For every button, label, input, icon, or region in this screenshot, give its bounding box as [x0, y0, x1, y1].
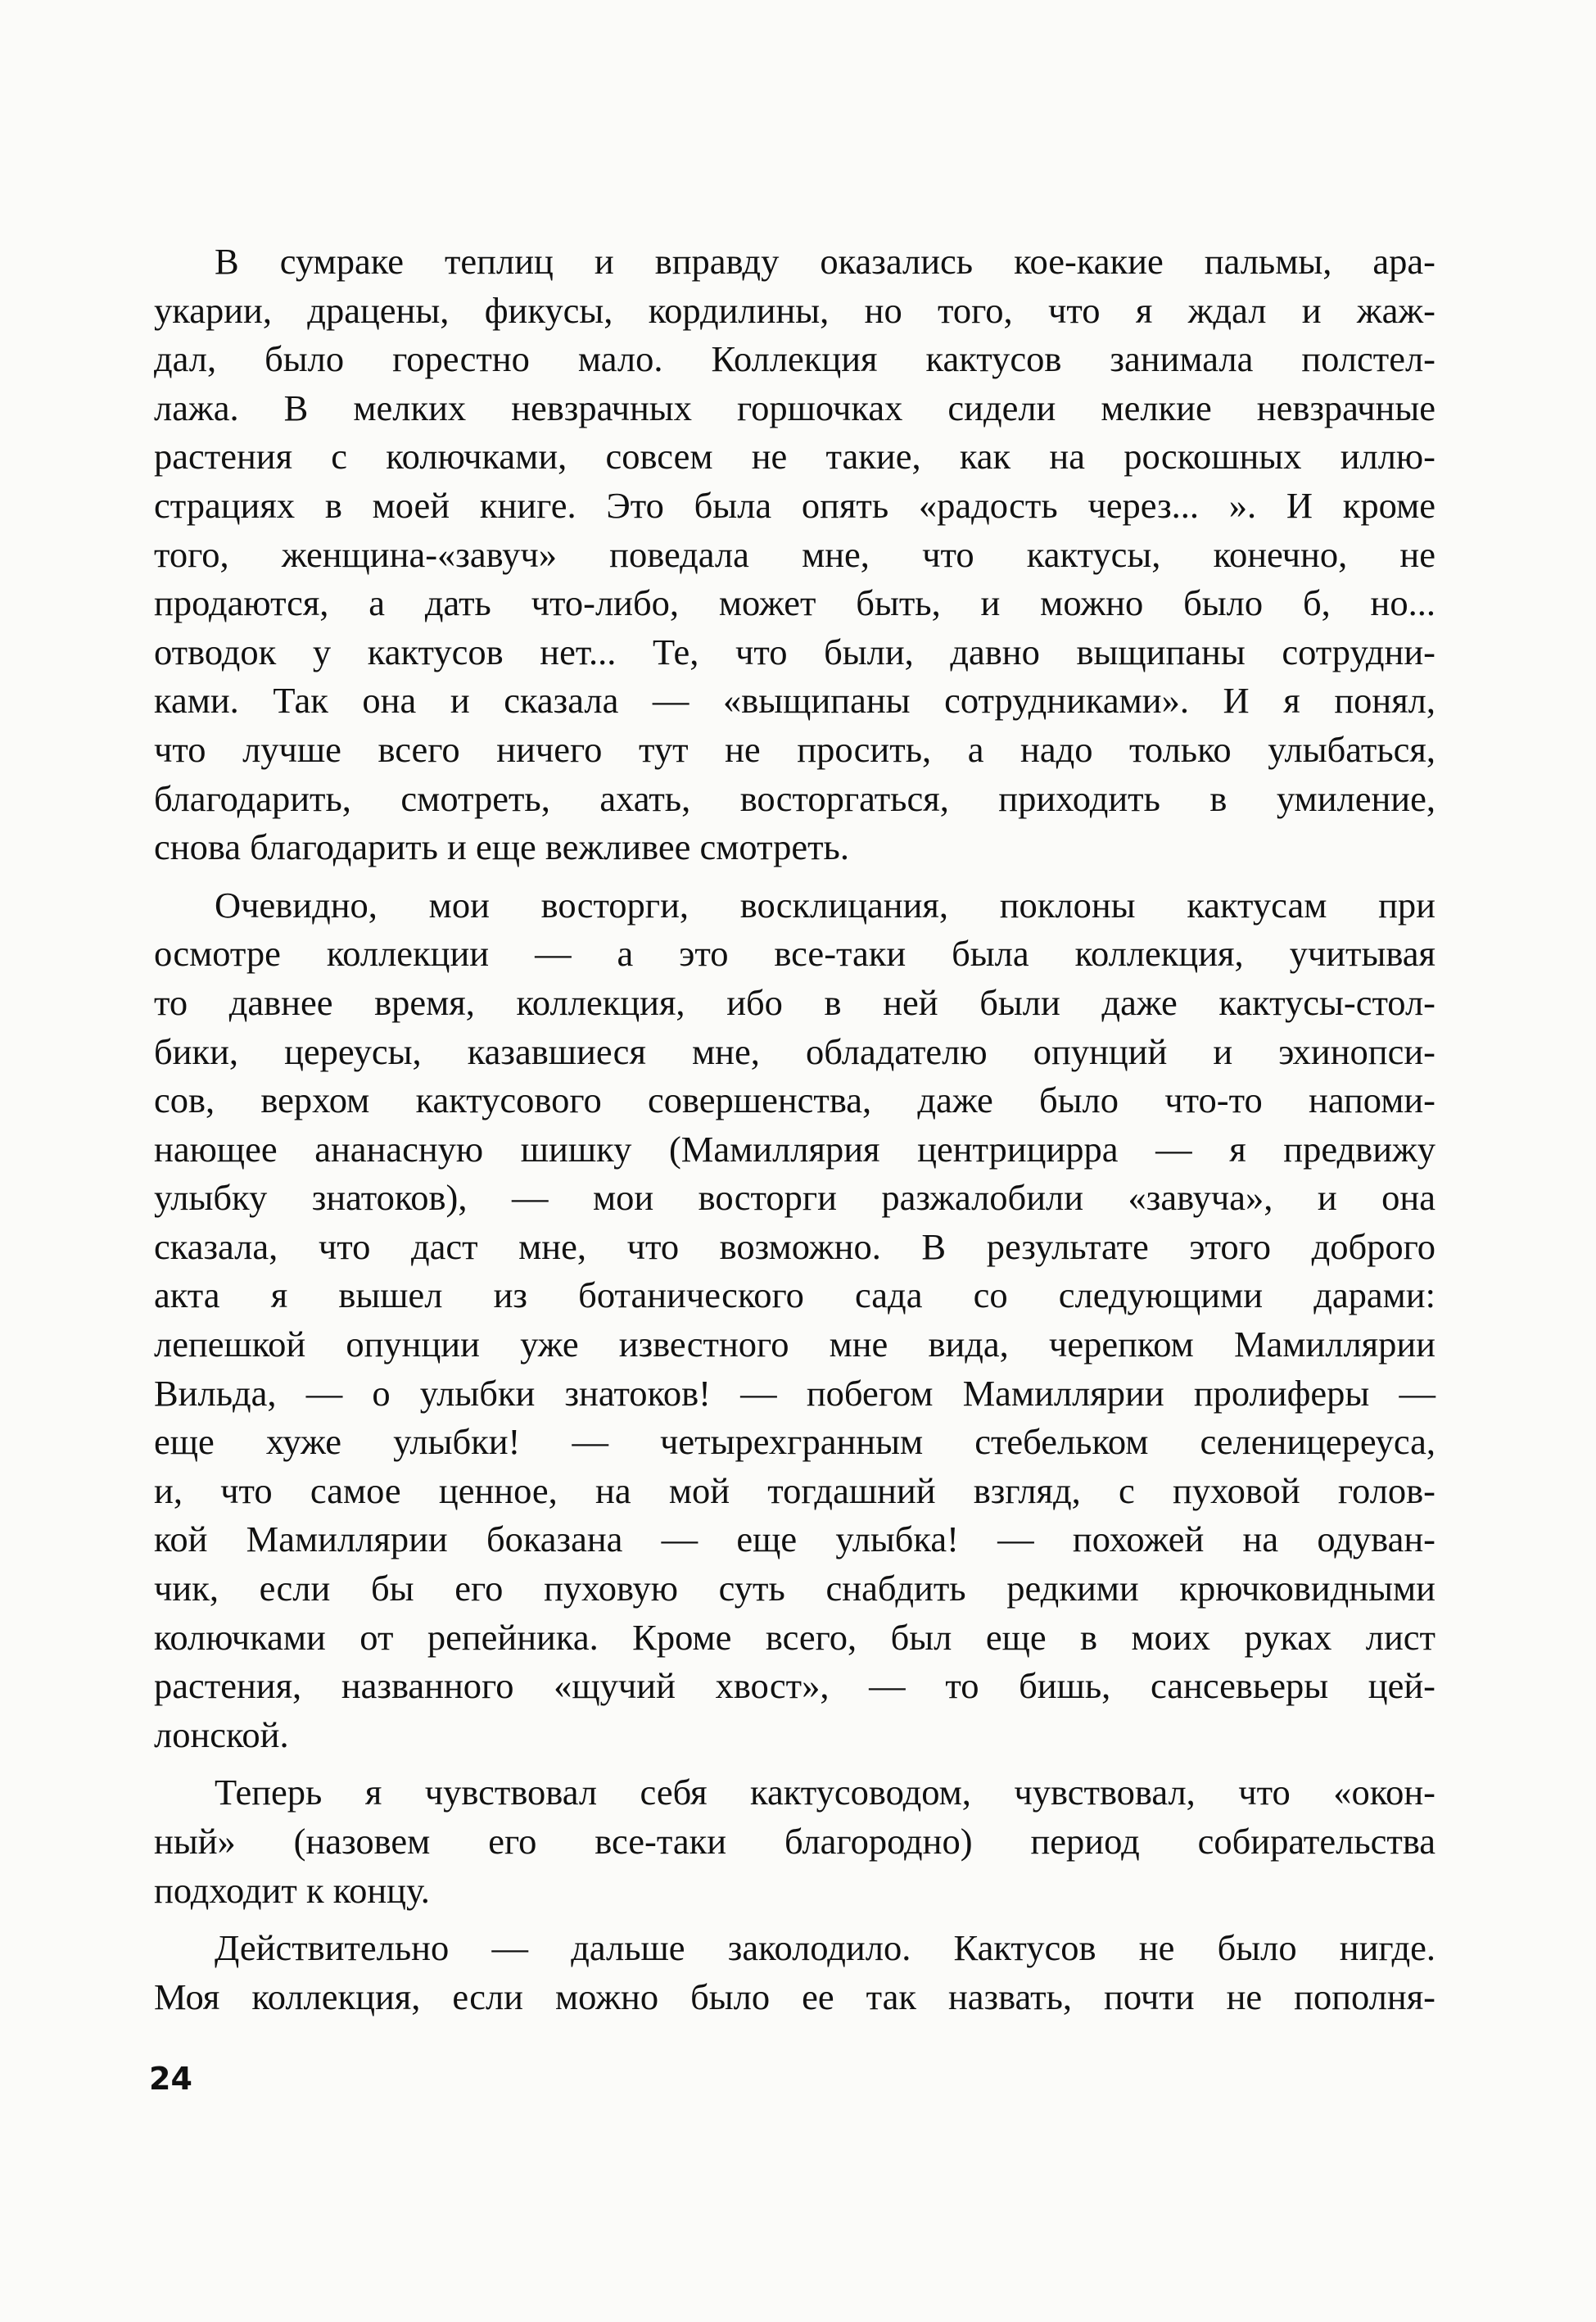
text-line: нающее ананасную шишку (Мамиллярия центрицирра — я предвижу	[154, 1128, 1435, 1170]
text-line: ками. Так она и сказала — «выщипаны сотрудниками». И я понял,	[154, 680, 1435, 722]
body-text	[154, 238, 1435, 2021]
text-line: снова благодарить и еще вежливее смотреть.	[154, 826, 849, 868]
text-line: страциях в моей книге. Это была опять «радость через... ». И кроме	[154, 484, 1435, 526]
text-line: кой Мамиллярии боказана — еще улыбка! — похожей на одуван-	[154, 1519, 1435, 1560]
text-line: продаются, а дать что-либо, может быть, и можно было б, но...	[154, 582, 1435, 624]
text-line: бики, цереусы, казавшиеся мне, обладателю опунций и эхинопси-	[154, 1030, 1435, 1072]
text-line: сказала, что даст мне, что возможно. В результате этого доброго	[154, 1225, 1435, 1267]
text-line: улыбку знатоков), — мои восторги разжалобили «завуча», и она	[154, 1177, 1435, 1219]
text-line: Моя коллекция, если можно было ее так назвать, почти не пополня-	[154, 1976, 1435, 2017]
paragraph	[154, 1768, 1435, 1915]
text-line: В сумраке теплиц и вправду оказались кое-какие пальмы, ара-	[215, 241, 1435, 282]
text-line: Теперь я чувствовал себя кактусоводом, чувствовал, что «окон-	[215, 1772, 1435, 1813]
text-line: растения, названного «щучий хвост», — то бишь, сансевьеры цей-	[154, 1665, 1435, 1707]
text-line: что лучше всего ничего тут не просить, а надо только улыбаться,	[154, 728, 1435, 770]
text-line: и, что самое ценное, на мой тогдашний взгляд, с пуховой голов-	[154, 1469, 1435, 1511]
text-line: сов, верхом кактусового совершенства, даже было что-то напоми-	[154, 1080, 1435, 1121]
paragraph	[154, 881, 1435, 1760]
text-line: лепешкой опунции уже известного мне вида, черепком Мамиллярии	[154, 1324, 1435, 1365]
text-line: лажа. В мелких невзрачных горшочках сидели мелкие невзрачные	[154, 387, 1435, 428]
text-line: дал, было горестно мало. Коллекция кактусов занимала полстел-	[154, 338, 1435, 380]
text-line: осмотре коллекции — а это все-таки была коллекция, учитывая	[154, 933, 1435, 975]
text-line: благодарить, смотреть, ахать, восторгаться, приходить в умиление,	[154, 777, 1435, 819]
text-line: акта я вышел из ботанического сада со следующими дарами:	[154, 1274, 1435, 1316]
text-line: то давнее время, коллекция, ибо в ней были даже кактусы-стол-	[154, 981, 1435, 1023]
text-line: того, женщина-«завуч» поведала мне, что кактусы, конечно, не	[154, 533, 1435, 575]
paragraph	[154, 238, 1435, 872]
text-line: укарии, драцены, фикусы, кордилины, но того, что я ждал и жаж-	[154, 289, 1435, 331]
text-line: растения с колючками, совсем не такие, как на роскошных иллю-	[154, 436, 1435, 478]
text-line: колючками от репейника. Кроме всего, был еще в моих руках лист	[154, 1616, 1435, 1658]
text-line: еще хуже улыбки! — четырехгранным стебельком селеницереуса,	[154, 1421, 1435, 1463]
text-line: подходит к концу.	[154, 1869, 430, 1911]
text-line: ный» (назовем его все-таки благородно) период собирательства	[154, 1821, 1435, 1862]
text-line: отводок у кактусов нет... Те, что были, давно выщипаны сотрудни-	[154, 631, 1435, 672]
text-line: Вильда, — о улыбки знатоков! — побегом Мамиллярии пролиферы —	[154, 1372, 1435, 1414]
text-line: чик, если бы его пуховую суть снабдить редкими крючковидными	[154, 1568, 1435, 1609]
page-number: 24	[149, 2061, 192, 2097]
text-line: лонской.	[154, 1713, 289, 1755]
text-line: Действительно — дальше заколодило. Кактусов не было нигде.	[215, 1927, 1435, 1969]
paragraph	[154, 1924, 1435, 2021]
text-line: Очевидно, мои восторги, восклицания, поклоны кактусам при	[215, 884, 1435, 926]
